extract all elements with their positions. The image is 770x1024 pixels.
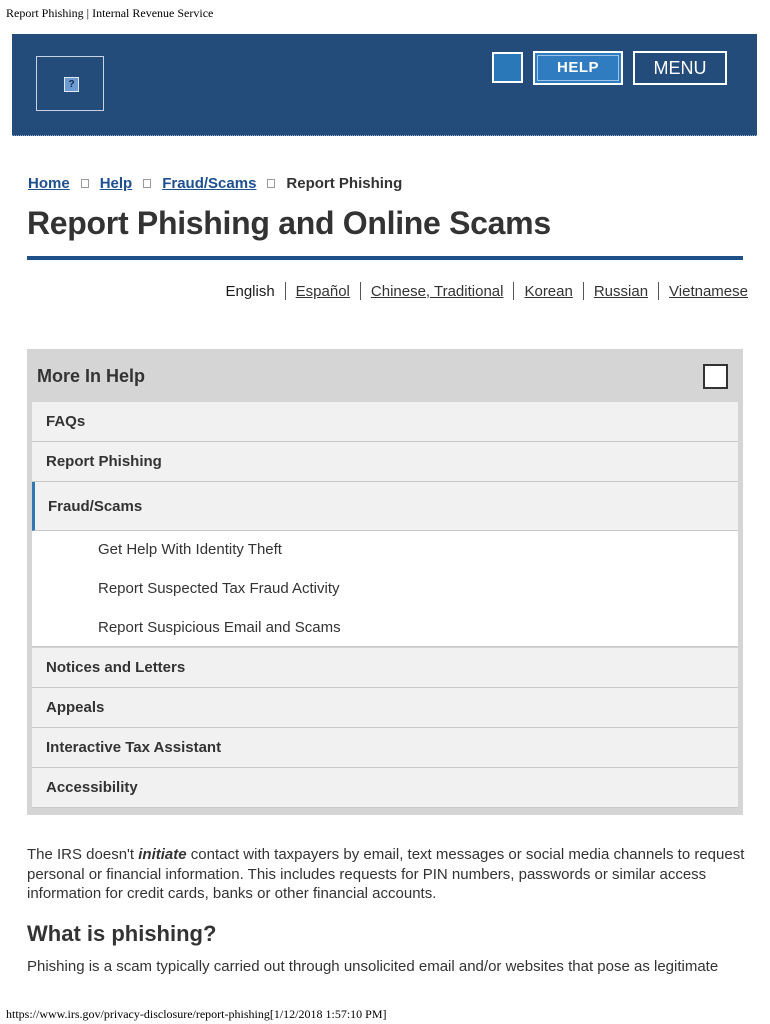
breadcrumb-separator-icon	[267, 179, 275, 188]
language-divider	[513, 282, 514, 300]
print-page-title: Report Phishing | Internal Revenue Service	[6, 6, 214, 20]
intro-emphasis: initiate	[138, 846, 187, 863]
subnav-item-tax-fraud[interactable]: Report Suspected Tax Fraud Activity	[98, 580, 340, 597]
language-divider	[360, 282, 361, 300]
breadcrumb-fraud-scams[interactable]: Fraud/Scams	[162, 175, 257, 192]
title-divider	[27, 256, 743, 260]
panel-collapse-toggle[interactable]	[703, 364, 728, 389]
nav-item-interactive-tax-assistant[interactable]: Interactive Tax Assistant	[32, 728, 738, 768]
section-paragraph: Phishing is a scam typically carried out through unsolicited email and/or websites that pose as legitimate	[27, 958, 719, 975]
language-selector	[225, 282, 748, 300]
help-button[interactable]: HELP	[533, 51, 623, 85]
language-link-chinese-traditional[interactable]: Chinese, Traditional	[370, 282, 504, 300]
broken-image-icon: ?	[64, 77, 79, 92]
language-link-spanish[interactable]: Español	[295, 282, 350, 300]
page-title: Report Phishing and Online Scams	[27, 205, 551, 241]
nav-item-faqs[interactable]: FAQs	[32, 402, 738, 442]
search-toggle-button[interactable]	[492, 52, 523, 83]
breadcrumb-separator-icon	[81, 179, 89, 188]
section-heading: What is phishing?	[27, 921, 217, 946]
breadcrumb-separator-icon	[143, 179, 151, 188]
menu-button[interactable]: MENU	[633, 51, 727, 85]
language-current: English	[225, 282, 275, 300]
breadcrumb-help[interactable]: Help	[99, 175, 133, 192]
irs-logo[interactable]	[36, 56, 104, 111]
nav-item-appeals[interactable]: Appeals	[32, 688, 738, 728]
more-in-help-panel	[27, 349, 743, 815]
language-divider	[583, 282, 584, 300]
intro-text-start: The IRS doesn't	[27, 846, 139, 863]
language-divider	[658, 282, 659, 300]
intro-paragraph	[27, 845, 747, 904]
subnav-item-suspicious-email[interactable]: Report Suspicious Email and Scams	[98, 619, 341, 636]
fraud-scams-subnav	[32, 531, 738, 647]
language-link-vietnamese[interactable]: Vietnamese	[669, 282, 748, 300]
nav-item-fraud-scams[interactable]: Fraud/Scams	[32, 482, 738, 531]
site-header	[12, 34, 757, 136]
intro-text-end: contact with taxpayers by email, text messages or social media channels to request personal or financial information. This includes requests for PIN numbers, passwords or similar access information for credit cards, banks or other financial accounts.	[27, 846, 745, 902]
nav-item-report-phishing[interactable]: Report Phishing	[32, 442, 738, 482]
nav-item-notices-letters[interactable]: Notices and Letters	[32, 648, 738, 688]
breadcrumb-current: Report Phishing	[286, 175, 403, 192]
language-divider	[285, 282, 286, 300]
breadcrumb	[28, 175, 402, 192]
print-page-url: https://www.irs.gov/privacy-disclosure/report-phishing[1/12/2018 1:57:10 PM]	[6, 1007, 387, 1021]
breadcrumb-home[interactable]: Home	[28, 175, 70, 192]
subnav-item-identity-theft[interactable]: Get Help With Identity Theft	[98, 541, 282, 558]
more-in-help-heading: More In Help	[37, 366, 146, 386]
language-link-russian[interactable]: Russian	[593, 282, 649, 300]
language-link-korean[interactable]: Korean	[524, 282, 573, 300]
nav-item-accessibility[interactable]: Accessibility	[32, 768, 738, 808]
